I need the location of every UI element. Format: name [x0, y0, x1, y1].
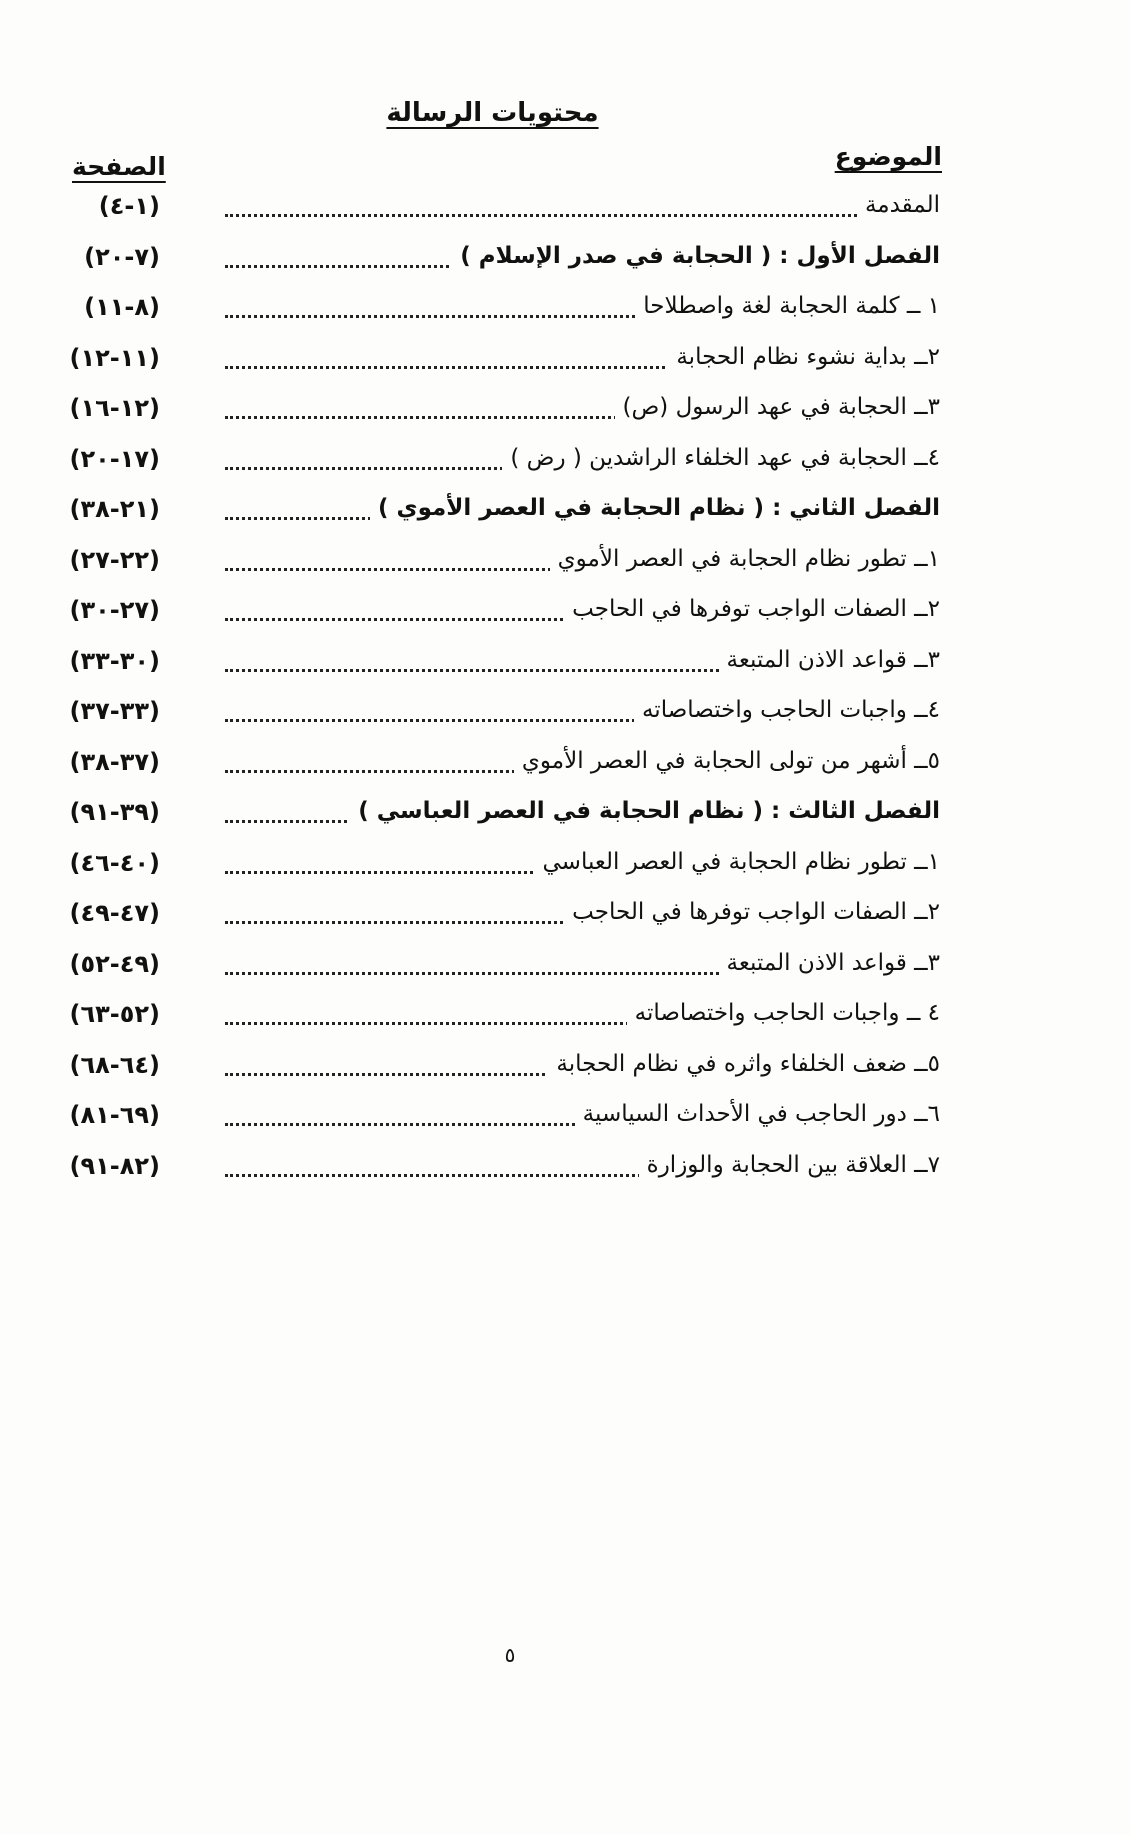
toc-page-range: (٢١-٣٨) — [69, 495, 160, 523]
toc-page-range: (٤٠-٤٦) — [69, 848, 160, 877]
page-column-header: الصفحة — [72, 152, 166, 181]
page-number: ٥ — [504, 1643, 516, 1667]
toc-entry-title: ٥ــ ضعف الخلفاء واثره في نظام الحجابة — [548, 1051, 940, 1077]
toc-entry-title: الفصل الثالث : ( نظام الحجابة في العصر العباسي ) — [350, 798, 940, 824]
toc-entry-row — [0, 1095, 1130, 1146]
toc-page-range: (١٢-١٦) — [69, 394, 160, 422]
toc-page-range: (١١-١٢) — [69, 343, 160, 372]
toc-page-range: (٦٤-٦٨) — [69, 1050, 160, 1079]
toc-entry-title: ٢ــ بداية نشوء نظام الحجابة — [668, 344, 940, 370]
toc-page-range: (٣٠-٣٣) — [69, 646, 160, 675]
toc-page-range: (٢٢-٢٧) — [69, 545, 160, 574]
toc-page-range: (٤٧-٤٩) — [69, 899, 160, 927]
toc-entry-title: ٣ــ الحجابة في عهد الرسول (ص) — [615, 394, 941, 420]
toc-page-range: (٨-١١) — [84, 293, 160, 321]
toc-entry-title: ٣ــ قواعد الاذن المتبعة — [719, 647, 940, 673]
toc-entry-title: ٤ ــ واجبات الحاجب واختصاصاته — [627, 1000, 940, 1026]
toc-entry-title: ٦ــ دور الحاجب في الأحداث السياسية — [575, 1101, 940, 1127]
toc-entry-title: ٢ــ الصفات الواجب توفرها في الحاجب — [564, 899, 940, 925]
toc-entry-row — [0, 944, 1130, 995]
toc-entry-row — [0, 843, 1130, 894]
toc-entry-title: ١ ــ كلمة الحجابة لغة واصطلاحا — [635, 293, 940, 319]
toc-entry-title: ٣ــ قواعد الاذن المتبعة — [719, 950, 940, 976]
toc-entry-title: الفصل الأول : ( الحجابة في صدر الإسلام ) — [452, 243, 940, 269]
toc-page-range: (١٧-٢٠) — [69, 444, 160, 473]
toc-entry-row — [0, 287, 1130, 338]
toc-entry-title: ٤ــ الحجابة في عهد الخلفاء الراشدين ( رض ) — [502, 445, 940, 471]
toc-entry-row — [0, 439, 1130, 490]
toc-entry-title: ٥ــ أشهر من تولى الحجابة في العصر الأموي — [514, 748, 940, 774]
toc-page-range: (١-٤) — [98, 192, 160, 220]
toc-entry-row — [0, 590, 1130, 641]
toc-entry-row — [0, 893, 1130, 944]
toc-entry-row — [0, 186, 1130, 237]
toc-entry-title: ٤ــ واجبات الحاجب واختصاصاته — [634, 697, 940, 723]
toc-page-range: (٨٢-٩١) — [69, 1151, 160, 1180]
toc-page-range: (٥٢-٦٣) — [69, 1000, 160, 1028]
page-title — [0, 98, 985, 128]
toc-page-range: (٧-٢٠) — [84, 242, 160, 271]
toc-chapter-row — [0, 792, 1130, 843]
table-of-contents — [0, 186, 1130, 1196]
toc-entry-title: ١ــ تطور نظام الحجابة في العصر الأموي — [550, 546, 940, 572]
toc-page-range: (٣٣-٣٧) — [69, 697, 160, 725]
toc-page-range: (٢٧-٣٠) — [69, 596, 160, 624]
toc-entry-row — [0, 540, 1130, 591]
toc-entry-title: ٢ــ الصفات الواجب توفرها في الحاجب — [564, 596, 940, 622]
toc-entry-row — [0, 338, 1130, 389]
toc-entry-row — [0, 388, 1130, 439]
toc-entry-row — [0, 641, 1130, 692]
toc-entry-title: الفصل الثاني : ( نظام الحجابة في العصر الأموي ) — [370, 495, 940, 521]
toc-page-range: (٤٩-٥٢) — [69, 949, 160, 978]
dot-leader — [225, 214, 940, 217]
toc-chapter-row — [0, 489, 1130, 540]
toc-page-range: (٦٩-٨١) — [69, 1101, 160, 1129]
toc-page-range: (٣٩-٩١) — [69, 798, 160, 826]
toc-entry-title: ٧ــ العلاقة بين الحجابة والوزارة — [639, 1152, 940, 1178]
toc-entry-row — [0, 1045, 1130, 1096]
toc-entry-row — [0, 994, 1130, 1045]
toc-entry-title: ١ــ تطور نظام الحجابة في العصر العباسي — [535, 849, 941, 875]
topic-column-header: الموضوع — [834, 142, 942, 171]
toc-entry-row — [0, 742, 1130, 793]
toc-page-range: (٣٧-٣٨) — [69, 747, 160, 776]
toc-entry-row — [0, 1146, 1130, 1197]
page-title-text: محتويات الرسالة — [386, 98, 599, 128]
toc-entry-row — [0, 691, 1130, 742]
toc-chapter-row — [0, 237, 1130, 288]
toc-entry-title: المقدمة — [857, 192, 940, 218]
